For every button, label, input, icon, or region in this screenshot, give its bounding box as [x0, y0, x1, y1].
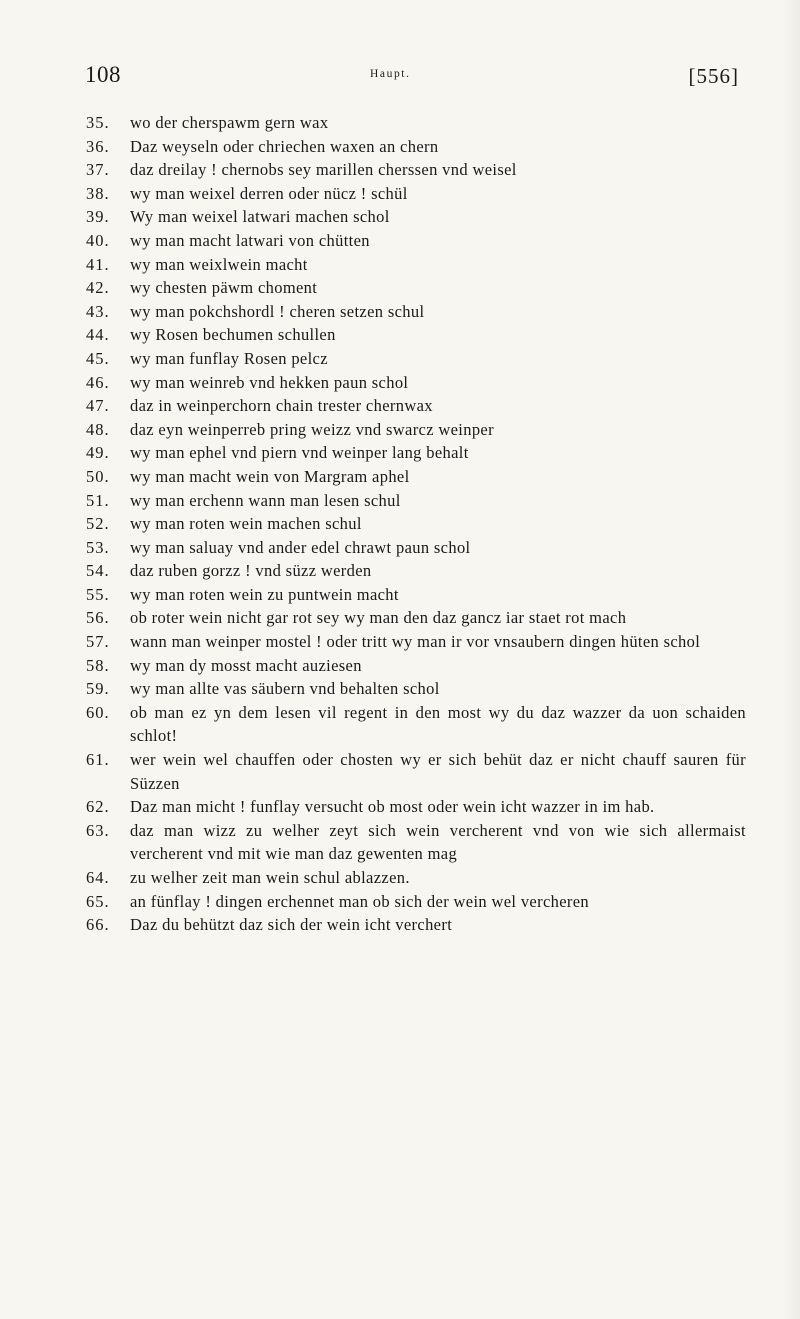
- entry-text: ob man ez yn dem lesen vil regent in den most wy du daz wazzer da uon schaiden schlot!: [130, 702, 746, 746]
- entry-number: 56.: [86, 608, 110, 628]
- entry-text: wy man roten wein zu puntwein macht: [130, 584, 399, 604]
- running-head: Haupt.: [370, 68, 411, 80]
- entry-number: 50.: [86, 466, 110, 486]
- list-item: [86, 606, 746, 630]
- list-item: [86, 394, 746, 418]
- entry-text: an fünflay ! dingen erchennet man ob sich der wein wel vercheren: [130, 891, 590, 911]
- entry-number: 63.: [86, 820, 110, 840]
- entry-text: daz dreilay ! chernobs sey marillen cherssen vnd weisel: [130, 160, 517, 180]
- page-header: [85, 62, 739, 96]
- list-item: [86, 205, 746, 229]
- entry-text: wy man macht wein von Margram aphel: [130, 466, 410, 486]
- entry-number: 51.: [86, 490, 110, 510]
- entry-text: Daz weyseln oder chriechen waxen an chern: [130, 136, 439, 156]
- entry-number: 61.: [86, 750, 110, 770]
- entry-text: wy man pokchshordl ! cheren setzen schul: [130, 301, 425, 321]
- entry-text: wer wein wel chauffen oder chosten wy er sich behüt daz er nicht chauff sauren für Süzzen: [130, 750, 746, 793]
- entry-text: wy man dy mosst macht auziesen: [130, 655, 362, 675]
- entry-number: 62.: [86, 797, 110, 817]
- entry-number: 57.: [86, 632, 110, 652]
- list-item: [86, 182, 746, 206]
- list-item: [86, 111, 746, 135]
- entry-number: 41.: [86, 254, 110, 274]
- entry-number: 37.: [86, 160, 110, 180]
- list-item: [86, 276, 746, 300]
- entry-number: 48.: [86, 419, 110, 439]
- list-item: [86, 489, 746, 513]
- page-number: 108: [85, 62, 121, 87]
- list-item: [86, 536, 746, 560]
- list-item: [86, 677, 746, 701]
- list-item: [86, 347, 746, 371]
- entry-number: 44.: [86, 325, 110, 345]
- list-item: [86, 418, 746, 442]
- entry-text: wy man roten wein machen schul: [130, 514, 362, 534]
- list-item: [86, 890, 746, 914]
- list-item: [86, 371, 746, 395]
- entry-number: 46.: [86, 372, 110, 392]
- entry-number: 43.: [86, 301, 110, 321]
- list-item: [86, 795, 746, 819]
- entry-number: 55.: [86, 584, 110, 604]
- list-item: [86, 512, 746, 536]
- entry-text: Wy man weixel latwari machen schol: [130, 207, 390, 227]
- list-item: [86, 701, 746, 748]
- entry-number: 58.: [86, 655, 110, 675]
- entry-text: wo der cherspawm gern wax: [130, 113, 329, 132]
- entry-text: zu welher zeit man wein schul ablazzen.: [130, 868, 410, 887]
- entry-number: 49.: [86, 443, 110, 463]
- entry-number: 40.: [86, 230, 110, 250]
- entry-number: 36.: [86, 136, 110, 156]
- entry-text: wy man ephel vnd piern vnd weinper lang behalt: [130, 443, 469, 463]
- list-item: [86, 323, 746, 347]
- entry-text: ob roter wein nicht gar rot sey wy man den daz gancz iar staet rot mach: [130, 608, 627, 628]
- entry-number: 35.: [86, 113, 110, 132]
- entry-number: 42.: [86, 278, 110, 298]
- entry-text: wy Rosen bechumen schullen: [130, 325, 336, 345]
- list-item: [86, 441, 746, 465]
- list-item: [86, 300, 746, 324]
- list-item: [86, 465, 746, 489]
- entry-text: wy man weixel derren oder nücz ! schül: [130, 183, 408, 203]
- list-item: [86, 819, 746, 866]
- list-item: [86, 654, 746, 678]
- chapter-list: [86, 111, 746, 937]
- entry-number: 47.: [86, 396, 110, 416]
- list-item: [86, 229, 746, 253]
- entry-number: 45.: [86, 348, 110, 368]
- page-edge-shadow: [782, 0, 800, 1319]
- bracketed-page-number: [556]: [688, 64, 739, 88]
- entry-number: 66.: [86, 915, 110, 935]
- entry-text: wy man macht latwari von chütten: [130, 230, 370, 250]
- entry-text: wy man weinreb vnd hekken paun schol: [130, 372, 409, 392]
- entry-text: Daz du behützt daz sich der wein icht verchert: [130, 915, 453, 935]
- entry-text: wy man weixlwein macht: [130, 254, 308, 274]
- entry-text: wy man funflay Rosen pelcz: [130, 348, 328, 368]
- list-item: [86, 630, 746, 654]
- list-item: [86, 913, 746, 937]
- entry-number: 60.: [86, 702, 110, 722]
- entry-number: 52.: [86, 514, 110, 534]
- entry-text: wy man saluay vnd ander edel chrawt paun schol: [130, 537, 471, 557]
- entry-number: 38.: [86, 183, 110, 203]
- list-item: [86, 583, 746, 607]
- entry-text: wann man weinper mostel ! oder tritt wy man ir vor vnsaubern dingen hüten schol: [130, 632, 701, 652]
- list-item: [86, 748, 746, 795]
- list-item: [86, 135, 746, 159]
- entry-text: wy man allte vas säubern vnd behalten schol: [130, 679, 440, 699]
- entry-text: Daz man micht ! funflay versucht ob most oder wein icht wazzer in im hab.: [130, 797, 655, 817]
- entry-number: 54.: [86, 561, 110, 581]
- list-item: [86, 866, 746, 890]
- entry-number: 65.: [86, 891, 110, 911]
- entry-text: daz in weinperchorn chain trester chernwax: [130, 396, 433, 416]
- entry-text: daz man wizz zu welher zeyt sich wein vercherent vnd von wie sich allermaist vercherent vnd mit wie man daz gewenten mag: [130, 820, 746, 864]
- entry-number: 39.: [86, 207, 110, 227]
- entry-text: daz eyn weinperreb pring weizz vnd swarcz weinper: [130, 419, 494, 439]
- entry-text: wy man erchenn wann man lesen schul: [130, 490, 401, 510]
- entry-number: 59.: [86, 679, 110, 699]
- list-item: [86, 559, 746, 583]
- list-item: [86, 253, 746, 277]
- entry-number: 64.: [86, 868, 110, 887]
- entry-text: daz ruben gorzz ! vnd süzz werden: [130, 561, 372, 581]
- list-item: [86, 158, 746, 182]
- entry-number: 53.: [86, 537, 110, 557]
- entry-text: wy chesten päwm choment: [130, 278, 318, 298]
